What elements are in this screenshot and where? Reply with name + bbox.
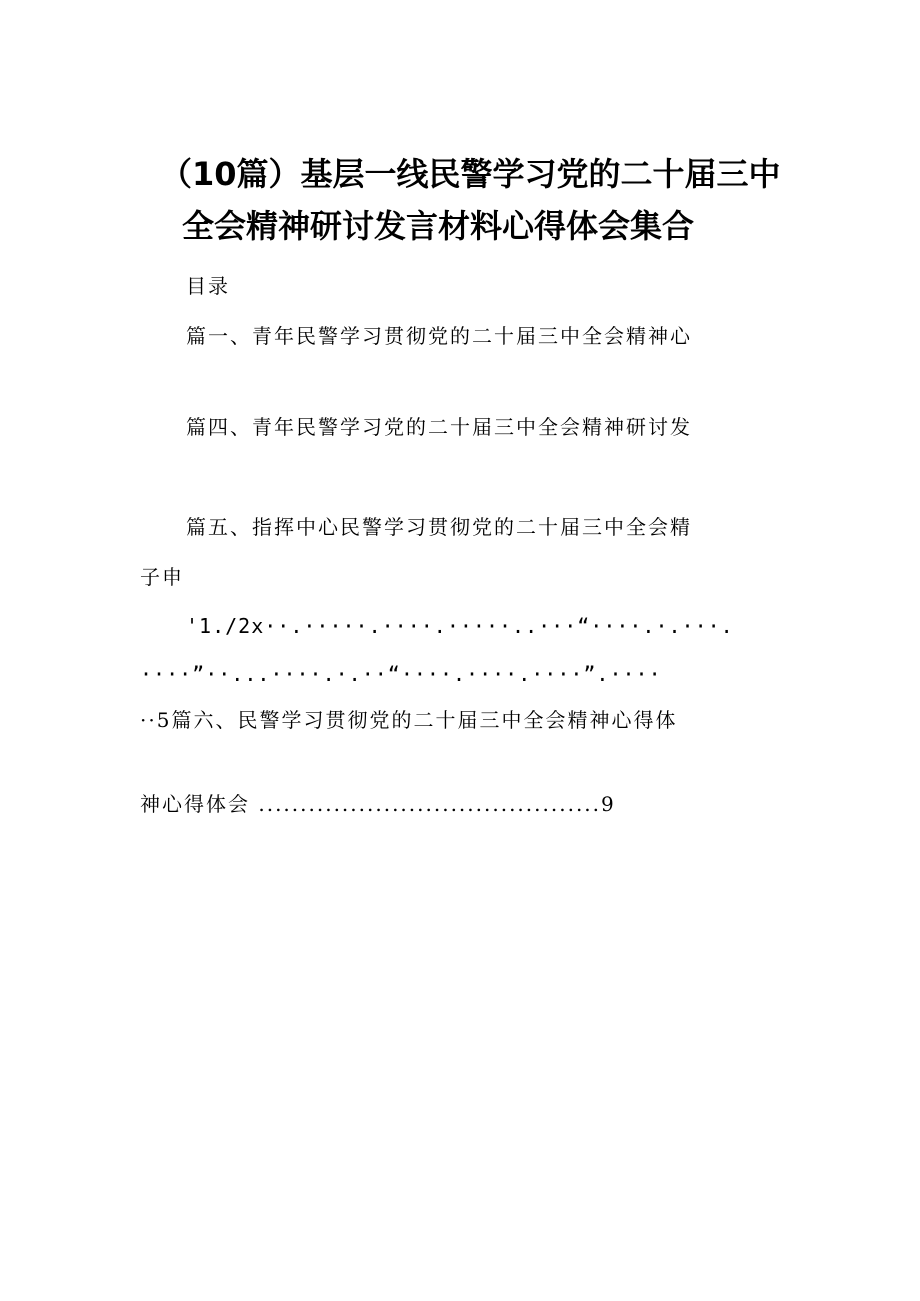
toc-entry-6: ··5篇六、民警学习贯彻党的二十届三中全会精神心得体 bbox=[140, 708, 678, 732]
toc-entry-5-continuation: 子申 bbox=[140, 565, 184, 589]
title-line-2: 全会精神研讨发言材料心得体会集合 bbox=[182, 207, 695, 245]
title-line-1: （10篇）基层一线民警学习党的二十届三中 bbox=[160, 155, 781, 193]
toc-entry-5: 篇五、指挥中心民警学习贯彻党的二十届三中全会精 bbox=[186, 515, 692, 539]
toc-leader-line-1: '1./2x··.·····.····.·····..···“····.·.···. bbox=[186, 614, 734, 638]
toc-leader-line-2: ····”··...····.·.··“····.····.····”.···· bbox=[140, 662, 662, 686]
toc-heading: 目录 bbox=[186, 274, 230, 298]
document-title bbox=[160, 148, 800, 252]
toc-entry-1: 篇一、青年民警学习贯彻党的二十届三中全会精神心 bbox=[186, 324, 692, 348]
toc-entry-4: 篇四、青年民警学习党的二十届三中全会精神研讨发 bbox=[186, 415, 692, 439]
toc-entry-6-continuation: 神心得体会 .........................................9 bbox=[140, 792, 616, 816]
